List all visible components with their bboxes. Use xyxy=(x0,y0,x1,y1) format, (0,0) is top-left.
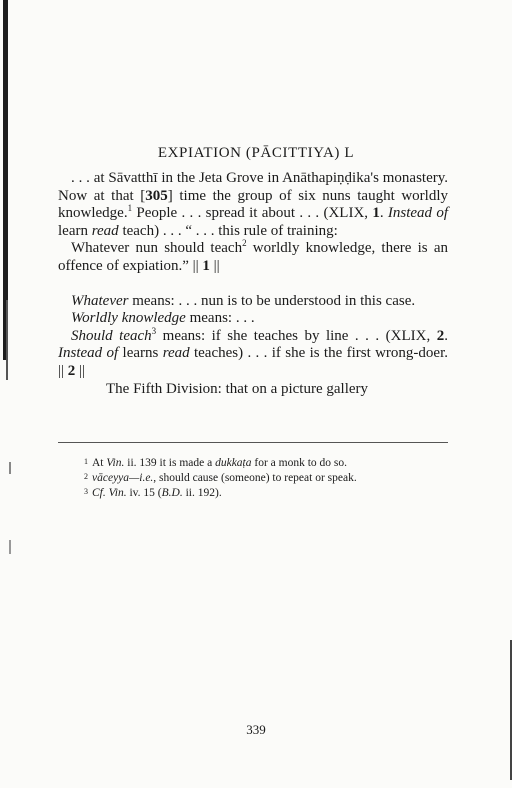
paragraph-1: . . . at Sāvatthī in the Jeta Grove in Anāthapiṇḍika's monastery. Now at that [305] time the group of six nuns taught worldly knowledge.$^1$ People . . . spread it about . . . (XLIX, 1. Instead of learn read teach) . . . “ . . . this rule of training: xyxy=(58,170,449,239)
footnotes xyxy=(84,456,454,500)
body-text xyxy=(58,170,448,398)
footnote-ref-2: 2 xyxy=(242,238,247,249)
footnote-ref-3: 3 xyxy=(151,325,157,336)
footnote-1: $^1$ At Vin. ii. 139 it is made a dukkaṭa for a monk to do so. xyxy=(84,457,348,469)
footnote-3: $^3$ Cf. Vin. iv. 15 (B.D. ii. 192). xyxy=(84,486,222,499)
page-title: EXPIATION (PĀCITTIYA) L xyxy=(157,145,355,161)
definition-whatever: Whatever means: . . . nun is to be understood in this case. xyxy=(71,292,416,309)
definition-worldly-knowledge: Worldly knowledge means: . . . xyxy=(71,310,255,327)
rule-paragraph: Whatever nun should teach$^2$ worldly knowledge, there is an offence of expiation.” || 1 || xyxy=(58,238,448,274)
page-edge-shadow xyxy=(506,640,512,780)
division-heading: The Fifth Division: that on a picture gallery xyxy=(106,380,369,397)
footnote-divider xyxy=(58,442,448,443)
footnote-ref-1: 1 xyxy=(127,203,133,214)
footnote-2: $^2$ vāceyya—i.e., should cause (someone) to repeat or speak. xyxy=(84,471,357,484)
page-spine-shadow xyxy=(0,0,10,788)
page-number: 339 xyxy=(246,722,266,737)
definition-should-teach: Should teach$^3$ means: if she teaches by line . . . (XLIX, 2. Instead of learns read teaches) . . . if she is the first wrong-doer. || 2 || xyxy=(58,325,448,379)
